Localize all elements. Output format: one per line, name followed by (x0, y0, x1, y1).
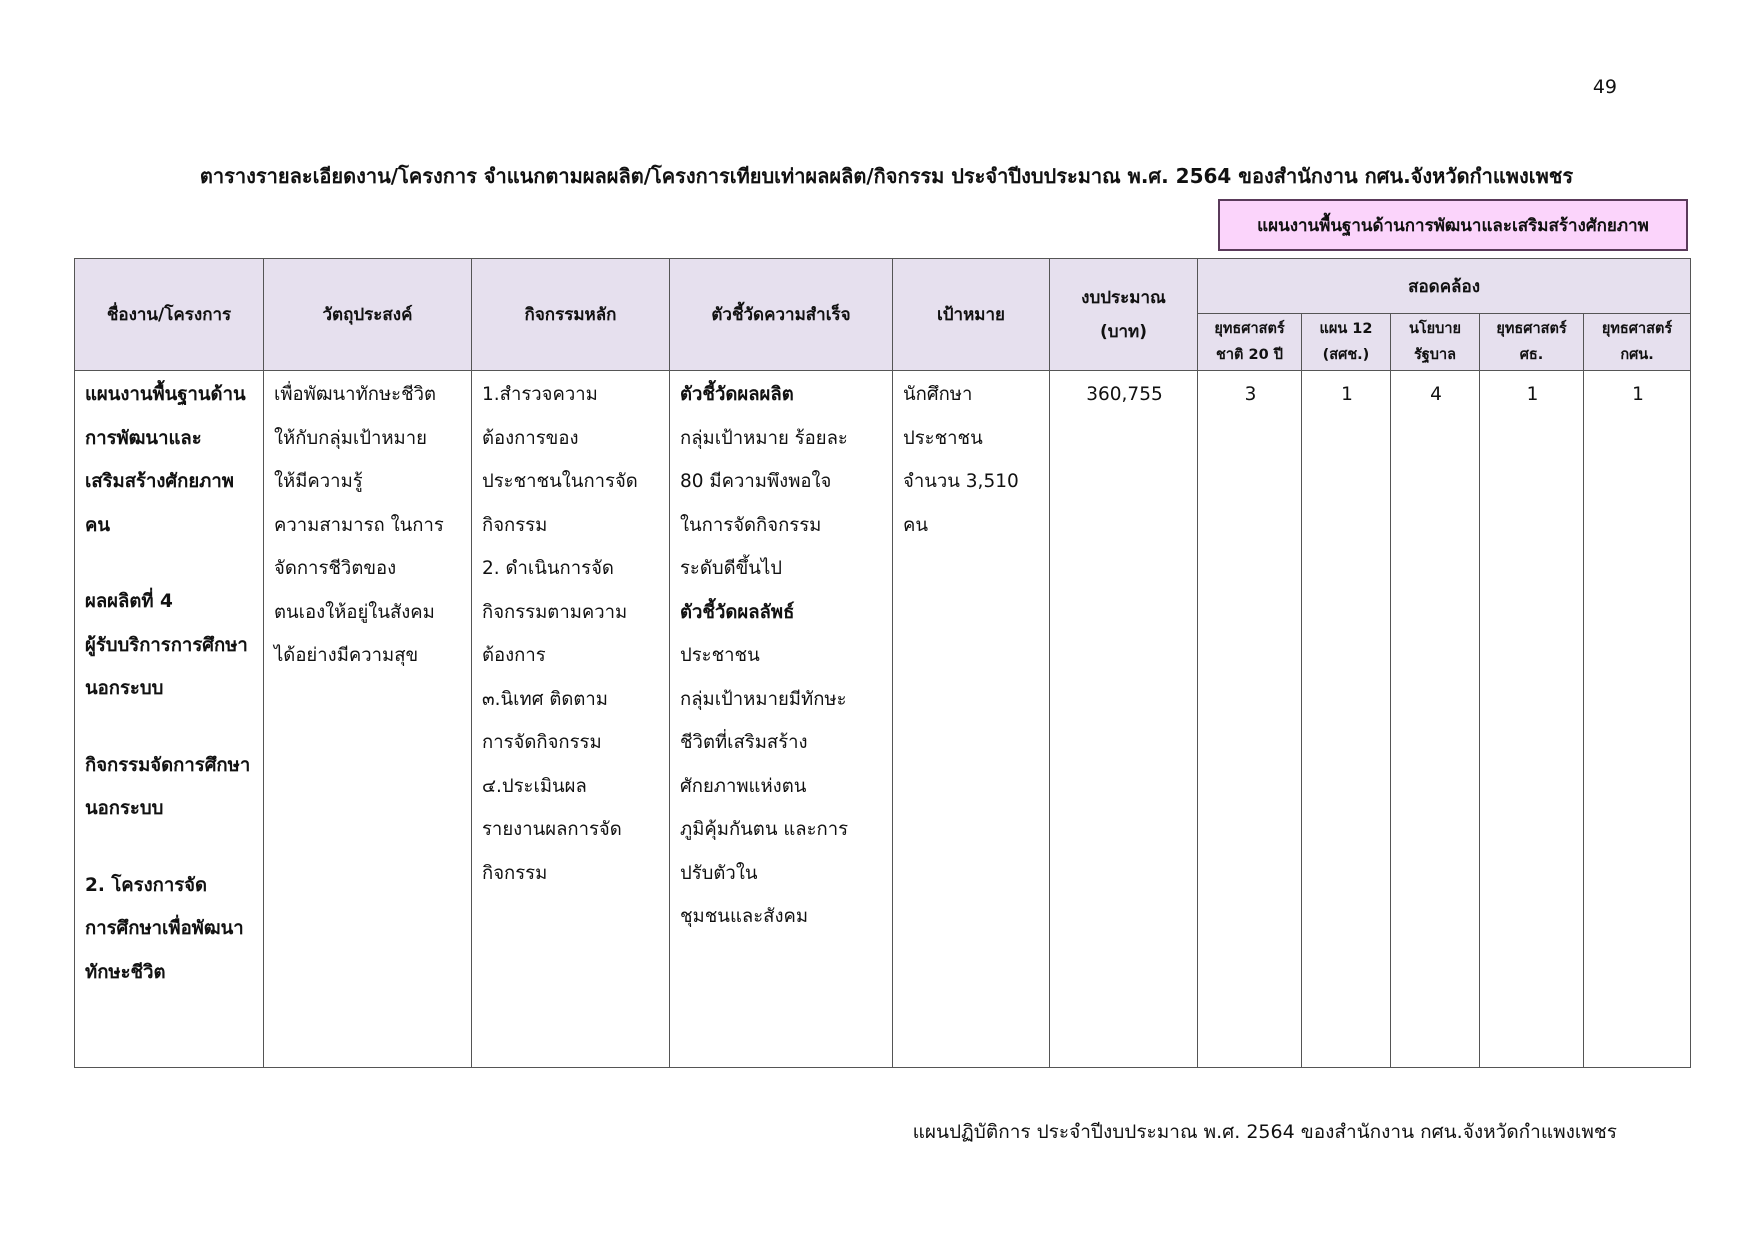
output-indicator-heading: ตัวชี้วัดผลผลิต (680, 384, 794, 405)
objective-cell (264, 371, 472, 1068)
alignment-national-strategy: 3 (1198, 371, 1302, 1068)
header-target: เป้าหมาย (893, 259, 1050, 371)
objective-text: เพื่อพัฒนาทักษะชีวิต ให้กับกลุ่มเป้าหมาย ให้มีความรู้ ความสามารถ ในการ จัดการชีวิตของ ตนเองให้อยู่ในสังคม ได้อย่างมีความสุข (274, 384, 444, 666)
activity-name: กิจกรรมจัดการศึกษา นอกระบบ (85, 754, 251, 819)
alignment-government-policy: 4 (1391, 371, 1480, 1068)
alignment-onie-strategy: 1 (1584, 371, 1691, 1068)
indicators-cell (670, 371, 893, 1068)
header-onie-strategy: ยุทธศาสตร์ กศน. (1584, 314, 1691, 371)
budget-cell: 360,755 (1050, 371, 1198, 1068)
project-name: 2. โครงการจัด การศึกษาเพื่อพัฒนา ทักษะชีวิต (85, 874, 244, 983)
project-detail-table (74, 258, 1691, 1068)
output-name: ผลผลิตที่ 4 ผู้รับบริการการศึกษา นอกระบบ (85, 591, 248, 699)
header-name: ชื่องาน/โครงการ (75, 259, 264, 371)
header-budget: งบประมาณ (บาท) (1050, 259, 1198, 371)
header-objective: วัตถุประสงค์ (264, 259, 472, 371)
target-cell (893, 371, 1050, 1068)
table-row (75, 371, 1691, 1068)
header-national-strategy: ยุทธศาสตร์ ชาติ 20 ปี (1198, 314, 1302, 371)
alignment-nesdb-plan: 1 (1302, 371, 1391, 1068)
activities-cell (472, 371, 670, 1068)
page-footer: แผนปฏิบัติการ ประจำปีงบประมาณ พ.ศ. 2564 ของสำนักงาน กศน.จังหวัดกำแพงเพชร (912, 1121, 1617, 1143)
project-name-cell (75, 371, 264, 1068)
header-moe-strategy: ยุทธศาสตร์ ศธ. (1480, 314, 1584, 371)
output-indicator-text: กลุ่มเป้าหมาย ร้อยละ 80 มีความพึงพอใจ ในการจัดกิจกรรม ระดับดีขึ้นไป (680, 427, 848, 579)
target-amount: จำนวน 3,510 คน (903, 471, 1019, 536)
activities-text: 1.สำรวจความ ต้องการของ ประชาชนในการจัด กิจกรรม 2. ดำเนินการจัด กิจกรรมตามความ ต้องการ ๓.นิเทศ ติดตาม การจัดกิจกรรม ๔.ประเมินผล รายงานผลการจัด กิจกรรม (482, 384, 638, 884)
header-alignment: สอดคล้อง (1198, 259, 1691, 314)
header-indicators: ตัวชี้วัดความสำเร็จ (670, 259, 893, 371)
header-nesdb-plan: แผน 12 (สศช.) (1302, 314, 1391, 371)
alignment-moe-strategy: 1 (1480, 371, 1584, 1068)
plan-name: แผนงานพื้นฐานด้าน การพัฒนาและ เสริมสร้างศักยภาพ คน (85, 384, 246, 536)
header-government-policy: นโยบาย รัฐบาล (1391, 314, 1480, 371)
plan-label-box: แผนงานพื้นฐานด้านการพัฒนาและเสริมสร้างศักยภาพ (1218, 199, 1688, 251)
document-title: ตารางรายละเอียดงาน/โครงการ จำแนกตามผลผลิต/โครงการเทียบเท่าผลผลิต/กิจกรรม ประจำปีงบประมาณ พ.ศ. 2564 ของสำนักงาน กศน.จังหวัดกำแพงเพชร (199, 164, 1574, 188)
outcome-indicator-text: ประชาชน กลุ่มเป้าหมายมีทักษะ ชีวิตที่เสริมสร้าง ศักยภาพแห่งตน ภูมิคุ้มกันตน และการ ปรับตัวใน ชุมชนและสังคม (680, 645, 849, 927)
outcome-indicator-heading: ตัวชี้วัดผลลัพธ์ (680, 601, 795, 623)
header-activities: กิจกรรมหลัก (472, 259, 670, 371)
page-number: 49 (1592, 76, 1617, 98)
target-group: นักศึกษา ประชาชน (903, 384, 983, 449)
